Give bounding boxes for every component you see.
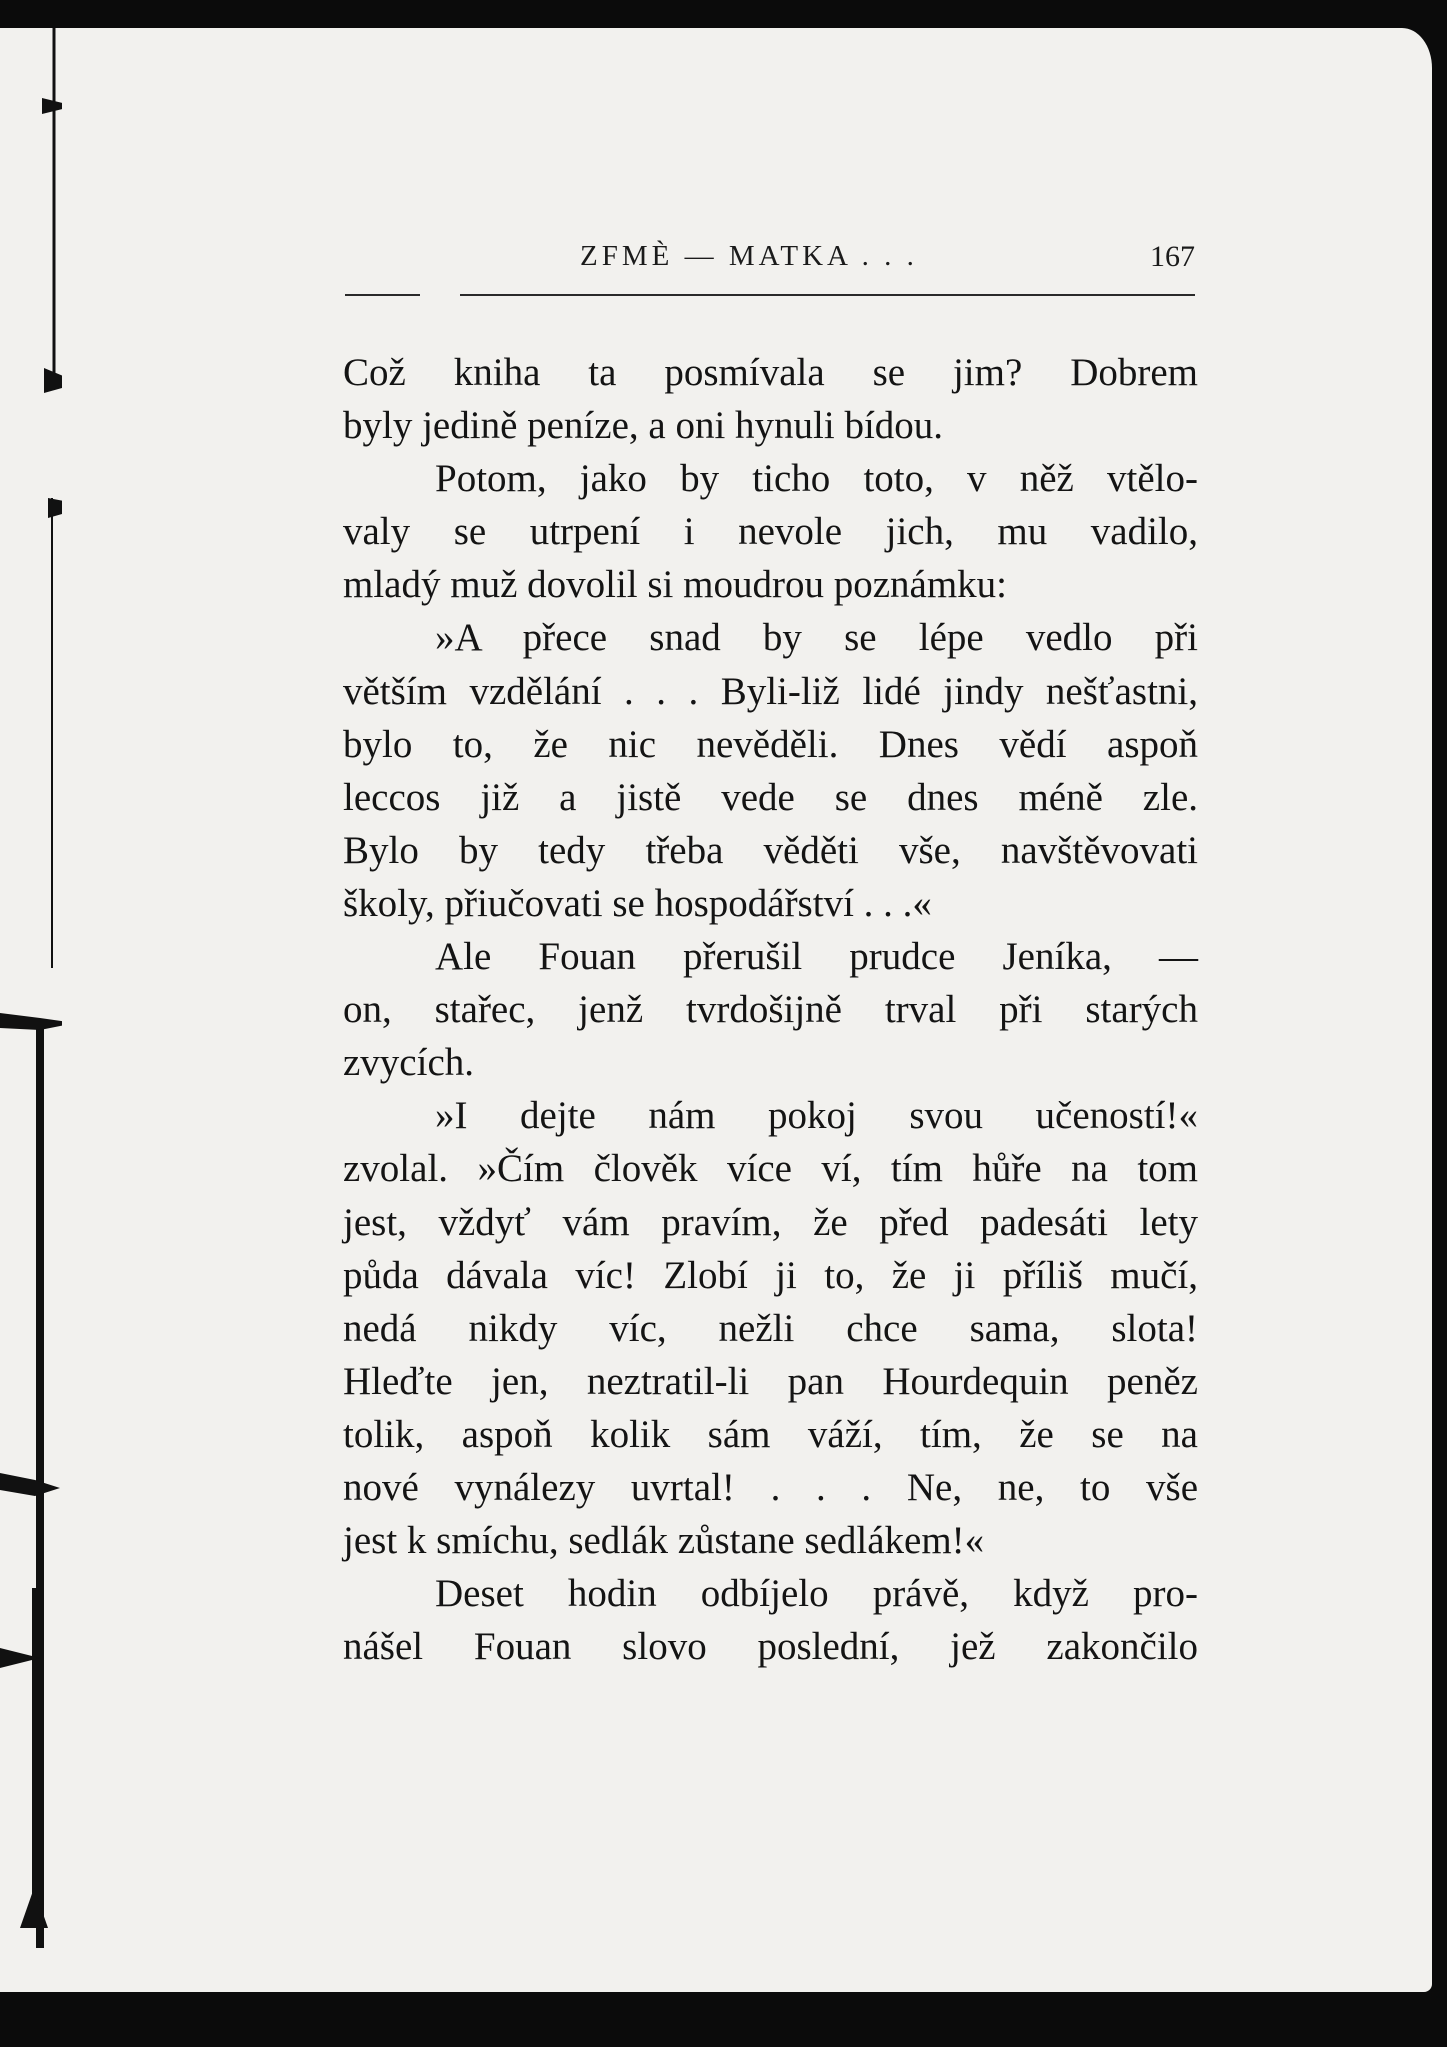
header-rule-gap bbox=[420, 292, 460, 298]
text-line: nové vynálezy uvrtal! . . . Ne, ne, to vše bbox=[343, 1465, 1198, 1509]
text-line: půda dávala víc! Zlobí ji to, že ji příliš mučí, bbox=[343, 1253, 1198, 1297]
text-line: tolik, aspoň kolik sám váží, tím, že se na bbox=[343, 1412, 1198, 1456]
running-title: ZFMÈ — MATKA . . . bbox=[580, 240, 918, 272]
binding-thread-graphic bbox=[0, 28, 62, 2047]
text-line: on, stařec, jenž tvrdošijně trval při starých bbox=[343, 988, 1198, 1032]
text-line: jest, vždyť vám pravím, že před padesáti lety bbox=[343, 1200, 1198, 1244]
running-header bbox=[345, 240, 1195, 300]
text-line: větším vzdělání . . . Byli-liž lidé jindy nešťastni, bbox=[343, 669, 1198, 713]
text-line: Bylo by tedy třeba věděti vše, navštěvovati bbox=[343, 828, 1198, 872]
text-line: valy se utrpení i nevole jich, mu vadilo, bbox=[343, 510, 1198, 554]
text-line: mladý muž dovolil si moudrou poznámku: bbox=[343, 563, 1008, 607]
text-line: školy, přiučovati se hospodářství . . .« bbox=[343, 881, 932, 925]
text-line: Potom, jako by ticho toto, v něž vtělo- bbox=[435, 457, 1198, 501]
text-line: nášel Fouan slovo poslední, jež zakončilo bbox=[343, 1625, 1198, 1669]
text-line: Deset hodin odbíjelo právě, když pro- bbox=[435, 1572, 1198, 1616]
text-line: zvolal. »Čím člověk více ví, tím hůře na tom bbox=[343, 1147, 1198, 1191]
text-line: byly jedině peníze, a oni hynuli bídou. bbox=[343, 404, 944, 448]
text-line: jest k smíchu, sedlák zůstane sedlákem!« bbox=[343, 1519, 985, 1563]
text-line: Ale Fouan přerušil prudce Jeníka, — bbox=[435, 935, 1198, 979]
text-line: bylo to, že nic nevěděli. Dnes vědí aspoň bbox=[343, 722, 1198, 766]
text-line: Hleďte jen, neztratil-li pan Hourdequin peněz bbox=[343, 1359, 1198, 1403]
binding-edge bbox=[0, 28, 62, 2047]
text-line: zvycích. bbox=[343, 1041, 475, 1085]
page-number: 167 bbox=[1150, 240, 1195, 273]
header-rule bbox=[345, 294, 1195, 296]
text-line: nedá nikdy víc, nežli chce sama, slota! bbox=[343, 1306, 1198, 1350]
text-line: »A přece snad by se lépe vedlo při bbox=[435, 616, 1198, 660]
body-text bbox=[343, 346, 1198, 1673]
text-line: leccos již a jistě vede se dnes méně zle. bbox=[343, 775, 1198, 819]
book-page bbox=[0, 28, 1432, 1992]
text-line: »I dejte nám pokoj svou učeností!« bbox=[435, 1094, 1198, 1138]
text-line: Což kniha ta posmívala se jim? Dobrem bbox=[343, 351, 1198, 394]
